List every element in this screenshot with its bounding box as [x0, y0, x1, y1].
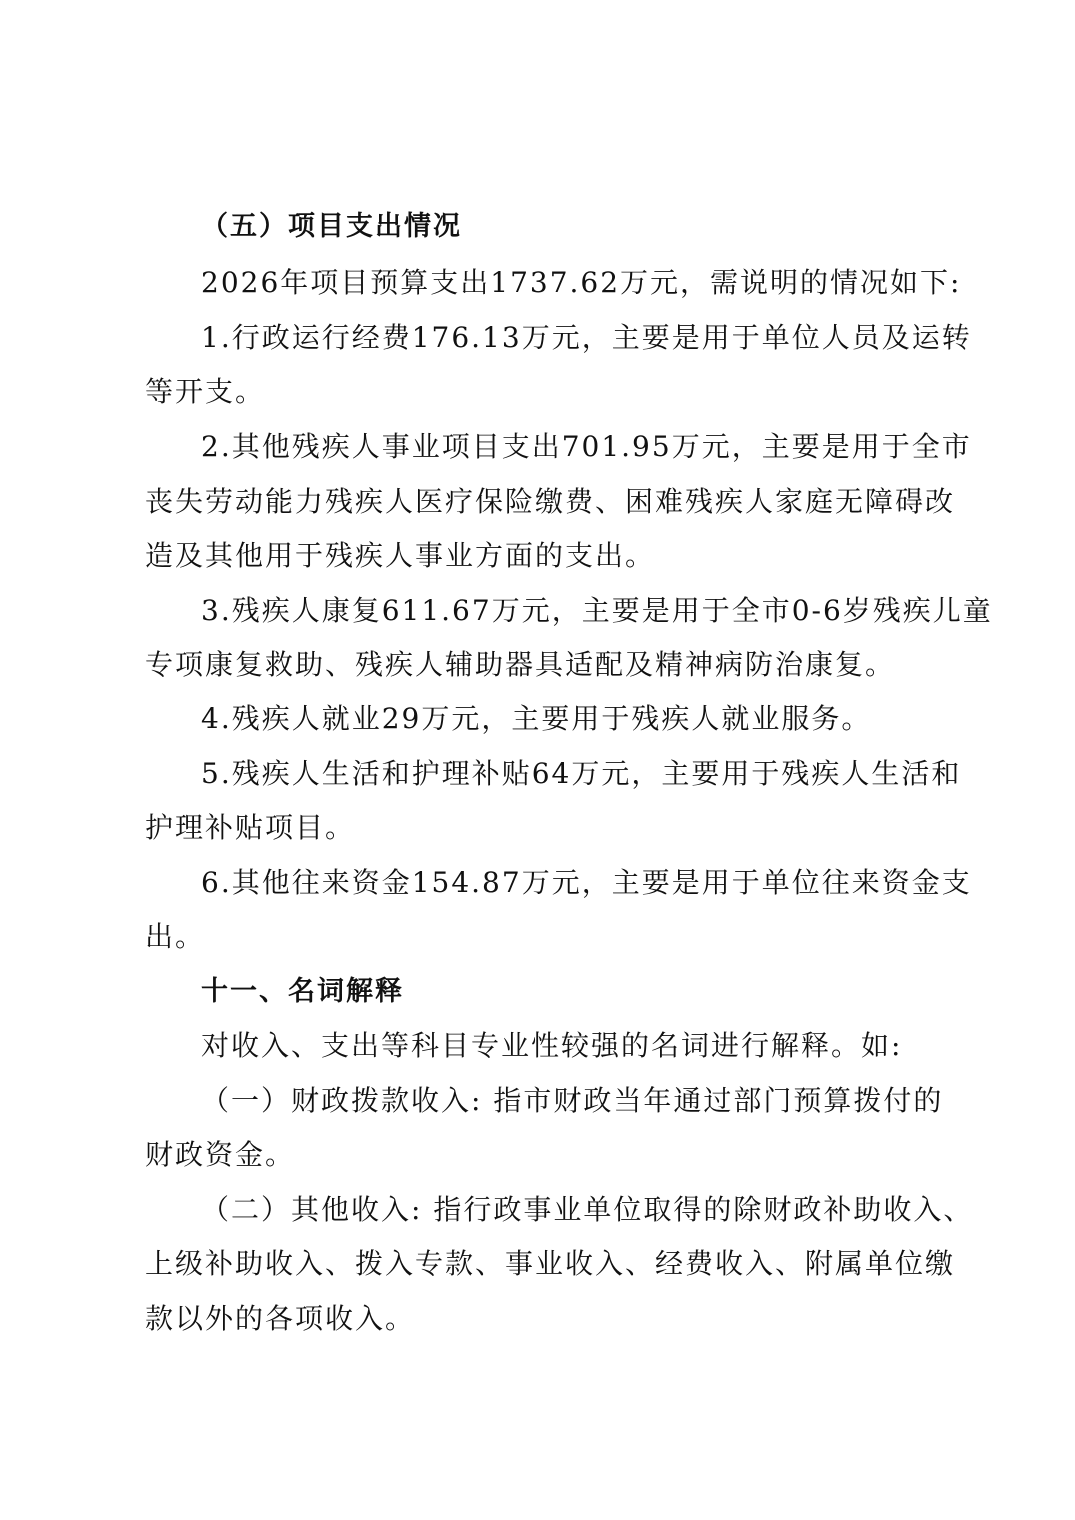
- paragraph-line: 2.其他残疾人事业项目支出701.95万元，主要是用于全市: [201, 430, 972, 463]
- paragraph-line: 等开支。: [145, 375, 266, 408]
- section-intro: 2026年项目预算支出1737.62万元，需说明的情况如下:: [201, 266, 962, 299]
- paragraph-line: 护理补贴项目。: [145, 811, 356, 844]
- paragraph-line: 造及其他用于残疾人事业方面的支出。: [145, 539, 656, 572]
- section-intro: 对收入、支出等科目专业性较强的名词进行解释。如:: [201, 1029, 903, 1062]
- section-heading-project-expenditure: （五）项目支出情况: [201, 211, 462, 242]
- paragraph-line: 6.其他往来资金154.87万元，主要是用于单位往来资金支: [201, 866, 972, 899]
- paragraph-line: 上级补助收入、拨入专款、事业收入、经费收入、附属单位缴: [145, 1247, 956, 1280]
- paragraph-line: （二）其他收入: 指行政事业单位取得的除财政补助收入、: [201, 1193, 974, 1226]
- paragraph-line: 3.残疾人康复611.67万元，主要是用于全市0-6岁残疾儿童: [201, 594, 993, 627]
- paragraph-line: 财政资金。: [145, 1138, 296, 1171]
- paragraph-line: 丧失劳动能力残疾人医疗保险缴费、困难残疾人家庭无障碍改: [145, 485, 956, 518]
- paragraph-line: 1.行政运行经费176.13万元，主要是用于单位人员及运转: [201, 321, 972, 354]
- paragraph-line: 出。: [145, 920, 206, 953]
- paragraph-line: 款以外的各项收入。: [145, 1302, 416, 1335]
- paragraph-line: 专项康复救助、残疾人辅助器具适配及精神病防治康复。: [145, 648, 896, 681]
- paragraph-line: （一）财政拨款收入: 指市财政当年通过部门预算拨付的: [201, 1084, 944, 1117]
- section-heading-glossary: 十一、名词解释: [201, 976, 404, 1007]
- paragraph-line: 5.残疾人生活和护理补贴64万元，主要用于残疾人生活和: [201, 757, 962, 790]
- paragraph-line: 4.残疾人就业29万元，主要用于残疾人就业服务。: [201, 702, 872, 735]
